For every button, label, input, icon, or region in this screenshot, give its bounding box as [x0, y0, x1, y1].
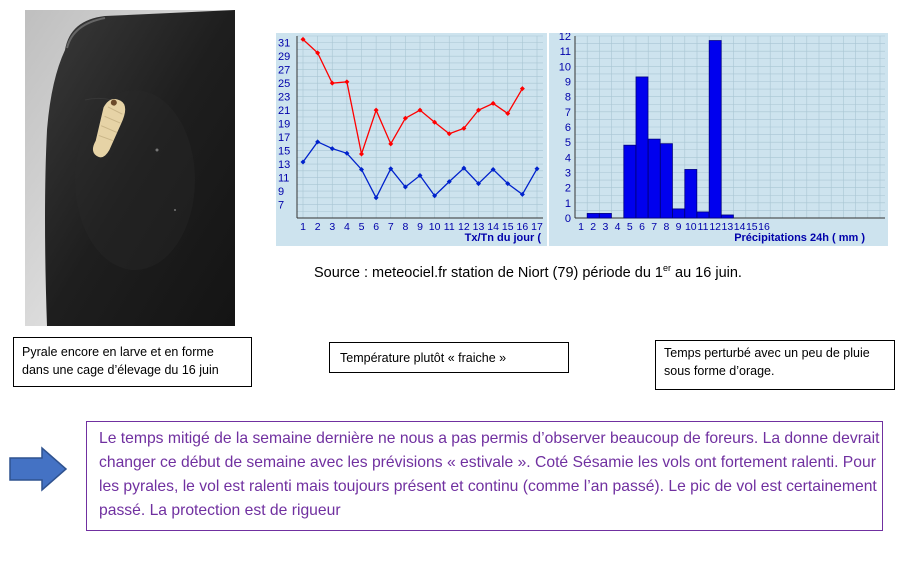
precipitation-chart-svg — [549, 33, 888, 246]
rain-y-tick: 4 — [564, 152, 571, 165]
temp-x-tick: 13 — [472, 221, 485, 233]
larva-photo-icon — [25, 10, 235, 326]
temp-y-tick: 7 — [278, 199, 285, 212]
rain-bar — [599, 213, 611, 218]
rain-bar — [709, 41, 721, 218]
rain-bar — [673, 209, 685, 218]
temp-x-tick: 7 — [387, 221, 394, 233]
temp-x-tick: 8 — [402, 221, 409, 233]
temp-y-tick: 13 — [278, 159, 291, 172]
temp-y-tick: 23 — [278, 91, 291, 104]
rain-y-tick: 5 — [564, 137, 571, 150]
larva-photo — [25, 10, 235, 326]
rain-x-tick: 10 — [684, 221, 697, 233]
source-sup: er — [662, 263, 671, 273]
temp-y-tick: 19 — [278, 118, 291, 131]
rain-x-tick: 3 — [602, 221, 609, 233]
rain-y-tick: 2 — [564, 182, 571, 195]
summary-text: Le temps mitigé de la semaine dernière ne nous a pas permis d’observer beaucoup de foreurs. La donne devrait changer ce début de semaine avec les prévisions « estivale ». Coté Sésamie les vols ont fortement ralenti. Pour les pyrales, le vol est ralenti mais toujours présent et continu (comme l’an passé). Le pic de vol est certainement passé. La protection est de rigueur — [99, 430, 880, 519]
temp-x-tick: 17 — [531, 221, 543, 233]
temp-y-tick: 15 — [278, 145, 291, 158]
rain-x-label: Précipitations 24h ( mm ) — [734, 232, 865, 244]
summary-box — [86, 421, 883, 531]
temp-y-tick: 9 — [278, 186, 285, 199]
rain-bar — [624, 145, 636, 218]
source-line — [314, 263, 742, 281]
temp-y-tick: 27 — [278, 64, 291, 77]
temp-x-tick: 15 — [501, 221, 514, 233]
rain-x-tick: 8 — [663, 221, 670, 233]
rain-x-tick: 1 — [578, 221, 584, 233]
temp-chart-bg — [276, 33, 547, 246]
rain-x-tick: 11 — [697, 221, 709, 233]
temp-x-tick: 9 — [417, 221, 423, 233]
rain-y-tick: 3 — [564, 167, 571, 180]
rain-bar — [721, 215, 733, 218]
rain-x-tick: 15 — [745, 221, 758, 233]
rain-bar — [587, 213, 599, 218]
rain-x-tick: 7 — [651, 221, 658, 233]
rain-y-tick: 6 — [564, 122, 571, 134]
temperature-caption: Température plutôt « fraiche » — [329, 342, 569, 373]
temp-y-tick: 31 — [278, 37, 291, 50]
temp-y-tick: 11 — [278, 172, 290, 185]
rain-y-tick: 1 — [564, 197, 571, 210]
temp-x-tick: 4 — [343, 221, 350, 233]
temp-x-tick: 3 — [329, 221, 336, 233]
source-prefix: Source : meteociel.fr station de Niort (79) période du 1 — [314, 264, 663, 281]
temp-y-tick: 17 — [278, 132, 291, 145]
rain-y-tick: 12 — [558, 33, 571, 43]
temperature-chart — [276, 33, 547, 251]
rain-x-tick: 6 — [639, 221, 645, 233]
larva-caption: Pyrale encore en larve et en forme dans une cage d’élevage du 16 juin — [13, 337, 252, 387]
temperature-chart-svg — [276, 33, 547, 246]
rain-y-tick: 7 — [564, 106, 571, 119]
temp-y-tick: 25 — [278, 78, 291, 91]
rain-x-tick: 16 — [758, 221, 770, 233]
rain-y-tick: 10 — [558, 61, 571, 74]
rain-x-tick: 5 — [626, 221, 633, 233]
temp-x-label: Tx/Tn du jour ( — [464, 232, 541, 244]
rain-y-tick: 0 — [564, 213, 571, 225]
rain-y-tick: 8 — [564, 91, 571, 104]
temp-x-tick: 2 — [314, 221, 321, 233]
precipitation-chart — [549, 33, 888, 251]
rain-bar — [660, 144, 672, 218]
temp-x-tick: 14 — [487, 221, 499, 233]
rain-y-tick: 9 — [564, 76, 571, 89]
rain-bar — [697, 212, 709, 218]
rain-x-tick: 4 — [614, 221, 621, 233]
rain-x-tick: 2 — [590, 221, 597, 233]
rain-x-tick: 14 — [733, 221, 746, 233]
weather-caption: Temps perturbé avec un peu de pluie sous forme d’orage. — [655, 340, 895, 390]
rain-x-tick: 12 — [709, 221, 722, 233]
rain-x-tick: 13 — [721, 221, 734, 233]
rain-bar — [636, 77, 648, 218]
temp-x-tick: 1 — [300, 221, 306, 233]
rain-bar — [685, 169, 697, 218]
temp-x-tick: 10 — [428, 221, 441, 233]
temp-x-tick: 11 — [443, 221, 455, 233]
temp-x-tick: 5 — [358, 221, 365, 233]
rain-bar — [648, 139, 660, 218]
rain-x-tick: 9 — [675, 221, 682, 233]
right-arrow-icon — [8, 446, 68, 497]
temp-x-tick: 16 — [516, 221, 529, 233]
rain-y-tick: 11 — [559, 46, 571, 59]
temp-x-tick: 12 — [458, 221, 470, 233]
temp-y-tick: 29 — [278, 51, 291, 64]
temp-x-tick: 6 — [373, 221, 380, 233]
source-suffix: au 16 juin. — [671, 264, 742, 281]
temp-y-tick: 21 — [278, 105, 291, 118]
